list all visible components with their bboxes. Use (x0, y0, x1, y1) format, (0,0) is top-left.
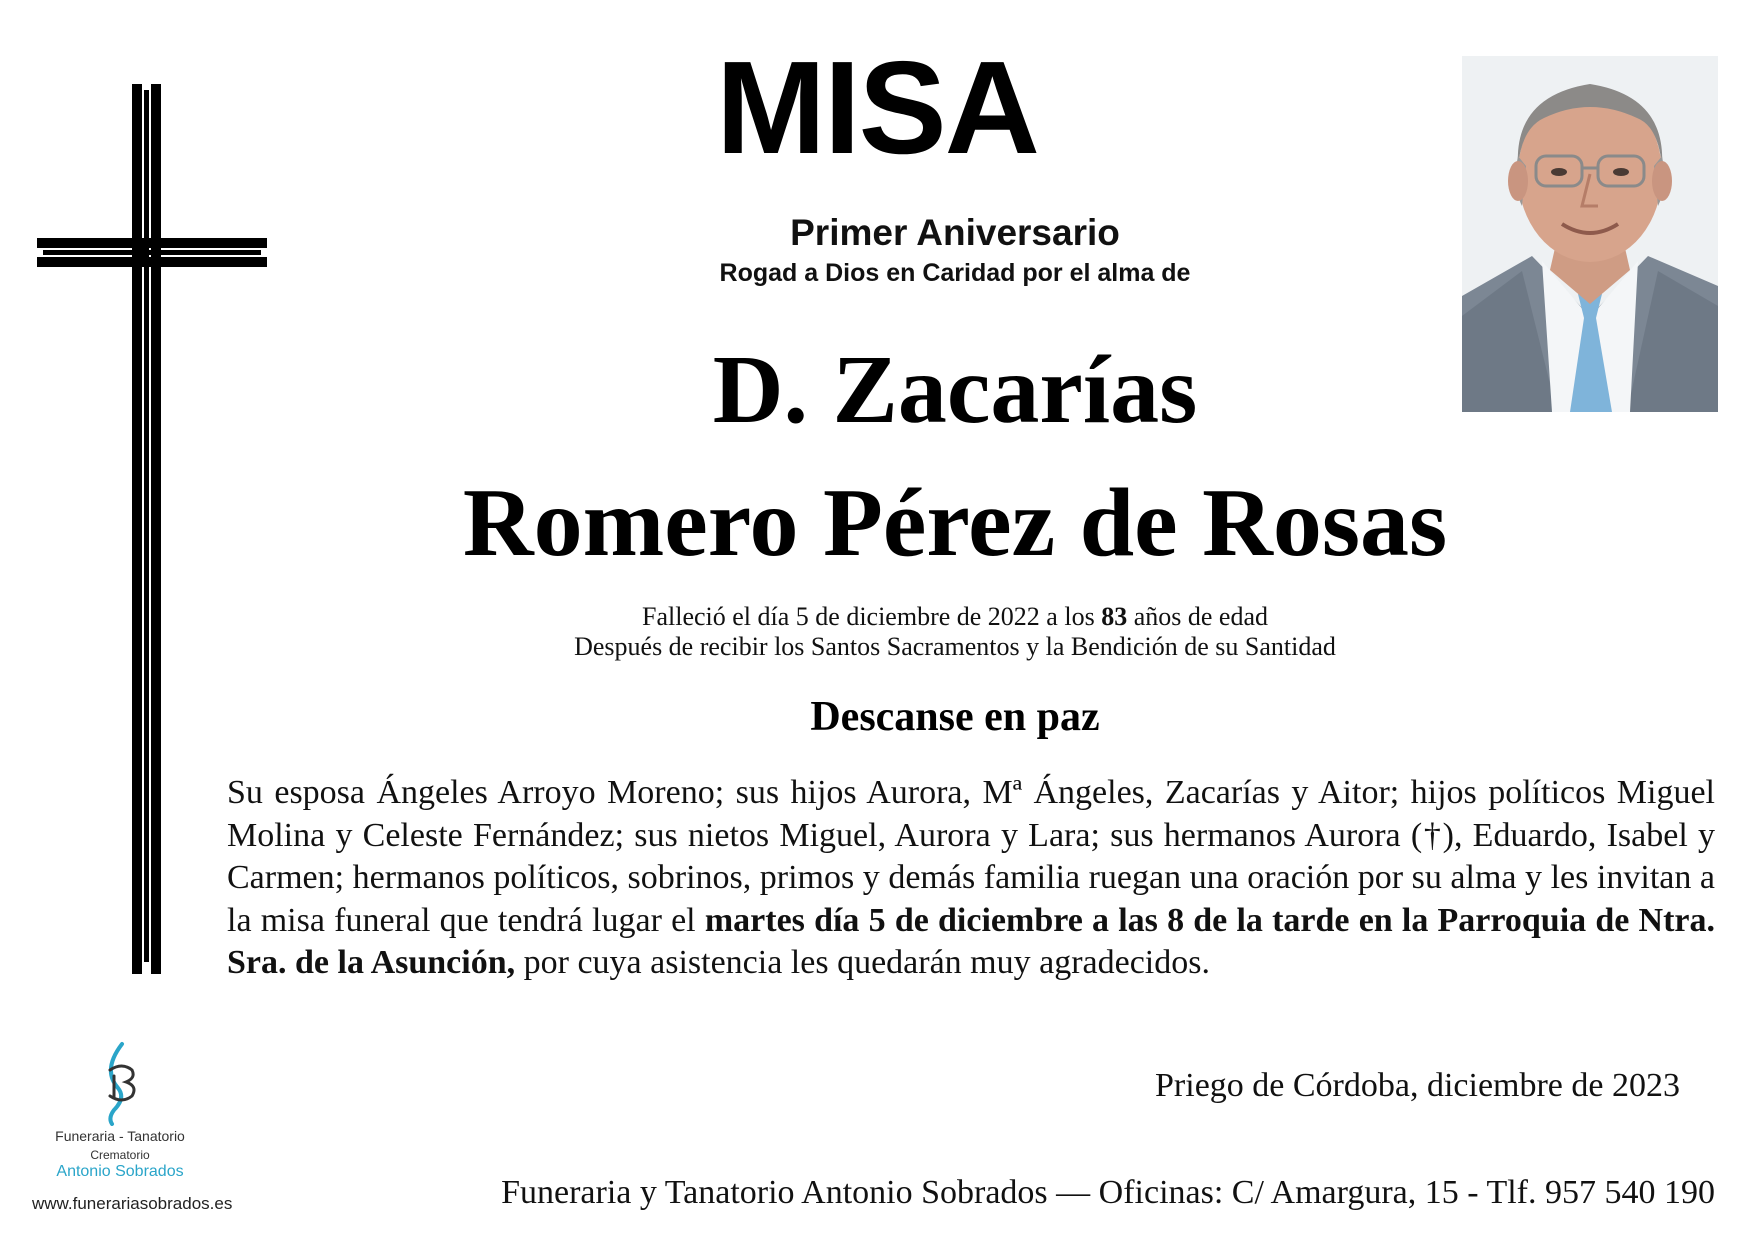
website-link[interactable]: www.funerariasobrados.es (32, 1194, 233, 1213)
logo-line1: Funeraria - Tanatorio (55, 1128, 185, 1144)
logo-line2: Crematorio (90, 1148, 150, 1162)
rest-in-peace: Descanse en paz (810, 694, 1100, 740)
funeral-home-footer: Funeraria y Tanatorio Antonio Sobrados — Oficinas: C/ Amargura, 15 - Tlf. 957 540 190 (501, 1174, 1715, 1211)
prayer-line: Rogad a Dios en Caridad por el alma de (719, 259, 1191, 287)
family-text: Su esposa Ángeles Arroyo Moreno; sus hijos Aurora, Mª Ángeles, Zacarías y Aitor; hijos políticos Miguel Molina y Celeste Fernández; sus nietos Miguel, Aurora y Lara; sus hermanos Aurora (†), Eduardo, Isabel y Carmen; hermanos políticos, sobrinos, primos y demás familia ruegan una oración por su alma y les invitan a la misa funeral que tendrá lugar el (227, 774, 1715, 939)
portrait-image (1462, 56, 1718, 412)
logo-line3: Antonio Sobrados (56, 1163, 184, 1180)
deceased-photo (1462, 56, 1718, 412)
deceased-name-line1: D. Zacarías (712, 336, 1198, 444)
funeraria-logo-icon (92, 1040, 148, 1126)
death-date-text: Falleció el día 5 de diciembre de 2022 a los (642, 602, 1102, 631)
anniversary-subtitle: Primer Aniversario (790, 212, 1120, 253)
place-and-date: Priego de Córdoba, diciembre de 2023 (1155, 1067, 1680, 1104)
age-suffix-text: años de edad (1127, 602, 1268, 631)
family-notice-paragraph (227, 772, 1715, 985)
mass-details: martes día 5 de diciembre a las 8 de la tarde en la Parroquia de Ntra. Sra. de la Asunción, (227, 901, 1715, 981)
deceased-name-line2: Romero Pérez de Rosas (462, 469, 1448, 577)
page-heading: MISA (716, 34, 1038, 181)
death-info-line (0, 602, 1754, 632)
closing-text: por cuya asistencia les quedarán muy agradecidos. (515, 944, 1210, 981)
sacraments-line: Después de recibir los Santos Sacramentos y la Bendición de su Santidad (574, 632, 1336, 661)
age-value: 83 (1101, 602, 1128, 631)
